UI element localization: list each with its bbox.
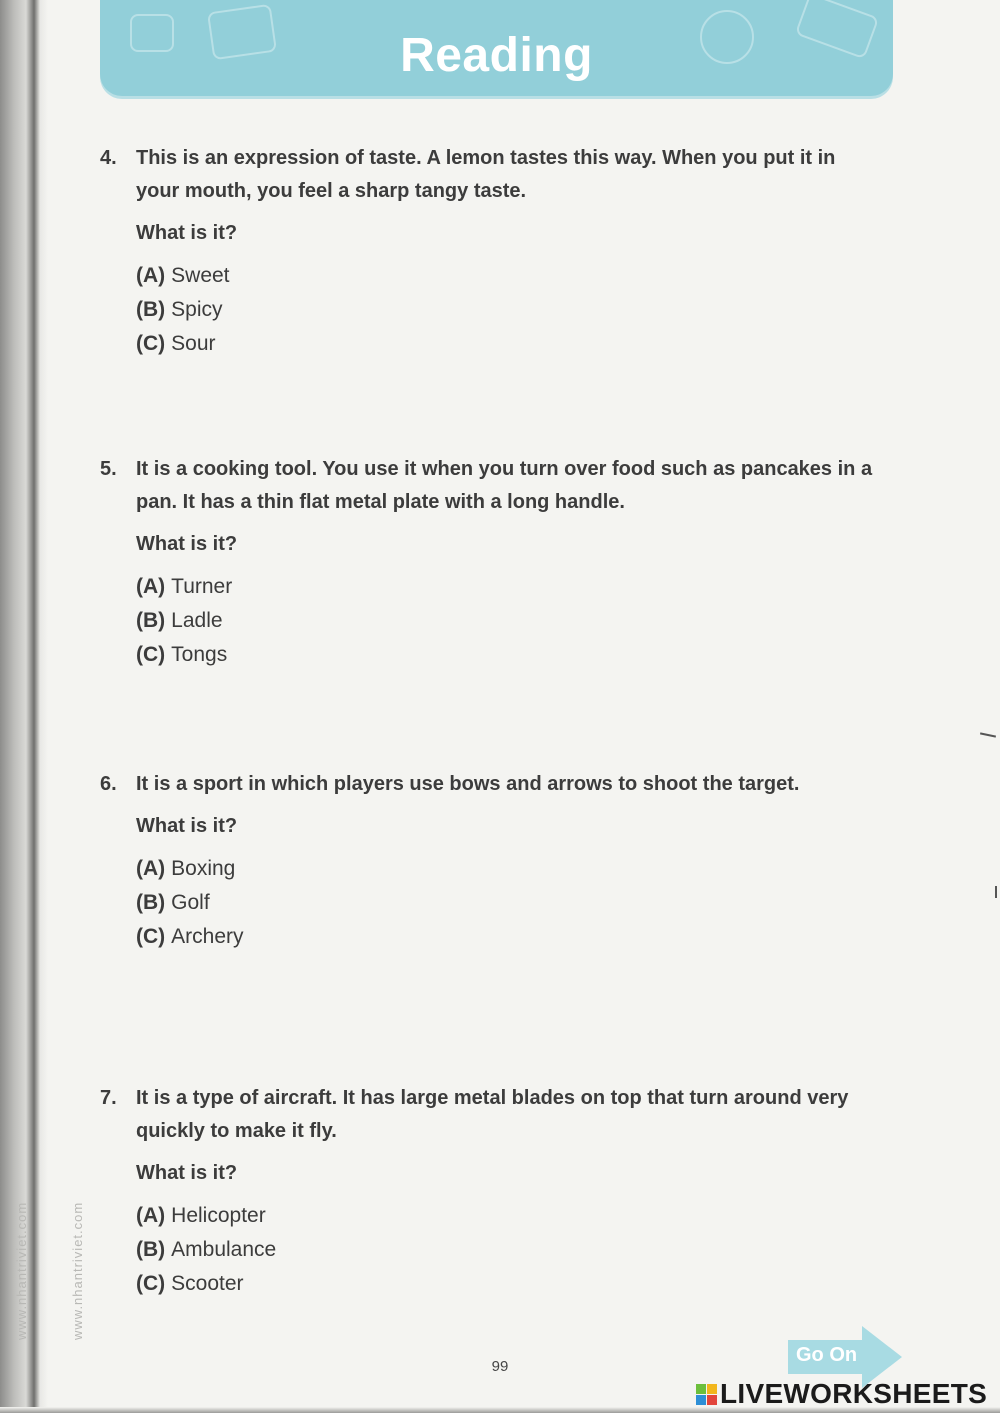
option-text: Ambulance (171, 1238, 277, 1261)
option-letter: (B) (136, 298, 166, 321)
question-prompt: What is it? (136, 815, 238, 837)
question-text: It is a cooking tool. You use it when you turn over food such as pancakes in a pan. It has a thin flat metal plate with a long handle. (136, 458, 873, 513)
option-letter: (C) (136, 925, 166, 948)
option-letter: (B) (136, 609, 166, 632)
watermark-text: www.nhantriviet.com (70, 1201, 85, 1340)
question-number: 5. (100, 458, 117, 480)
option-text: Sour (171, 332, 216, 355)
answer-options (136, 852, 900, 954)
option-letter: (A) (136, 1204, 166, 1227)
option-text: Ladle (171, 609, 223, 632)
page-number: 99 (491, 1358, 509, 1375)
option-c[interactable] (136, 1267, 880, 1301)
answer-options (136, 1199, 880, 1301)
option-letter: (B) (136, 1238, 166, 1261)
option-c[interactable] (136, 638, 880, 672)
option-text: Spicy (171, 298, 223, 321)
option-a[interactable] (136, 852, 900, 886)
option-a[interactable] (136, 1199, 880, 1233)
liveworksheets-grid-icon (696, 1384, 717, 1405)
question-text: It is a sport in which players use bows and arrows to shoot the target. (136, 773, 800, 795)
watermark-text: www.nhantriviet.com (14, 1201, 29, 1340)
option-text: Tongs (171, 643, 228, 666)
option-letter: (A) (136, 857, 166, 880)
question-4 (100, 142, 880, 361)
option-b[interactable] (136, 1233, 880, 1267)
option-text: Scooter (171, 1272, 244, 1295)
option-c[interactable] (136, 327, 880, 361)
brand-name: LIVEWORKSHEETS (720, 1378, 988, 1409)
question-7 (100, 1082, 880, 1301)
option-b[interactable] (136, 604, 880, 638)
question-text: It is a type of aircraft. It has large metal blades on top that turn around very quickly to make it fly. (136, 1087, 849, 1142)
question-6 (100, 768, 900, 954)
question-number: 4. (100, 147, 117, 169)
answer-options (136, 570, 880, 672)
option-text: Boxing (171, 857, 236, 880)
option-text: Sweet (171, 264, 230, 287)
scan-mark (995, 886, 997, 898)
option-letter: (B) (136, 891, 166, 914)
question-prompt: What is it? (136, 222, 238, 244)
option-letter: (C) (136, 332, 166, 355)
option-letter: (A) (136, 264, 166, 287)
option-text: Turner (171, 575, 233, 598)
question-prompt: What is it? (136, 533, 238, 555)
option-text: Archery (171, 925, 244, 948)
page-title: Reading (400, 29, 593, 82)
question-5 (100, 453, 880, 672)
go-on-label: Go On (796, 1344, 858, 1366)
option-b[interactable] (136, 293, 880, 327)
option-letter: (A) (136, 575, 166, 598)
option-b[interactable] (136, 886, 900, 920)
question-number: 7. (100, 1087, 117, 1109)
answer-options (136, 259, 880, 361)
option-letter: (C) (136, 1272, 166, 1295)
option-text: Helicopter (171, 1204, 266, 1227)
option-c[interactable] (136, 920, 900, 954)
question-number: 6. (100, 773, 117, 795)
option-a[interactable] (136, 570, 880, 604)
option-letter: (C) (136, 643, 166, 666)
liveworksheets-logo[interactable] (696, 1378, 987, 1410)
option-text: Golf (171, 891, 210, 914)
option-a[interactable] (136, 259, 880, 293)
question-prompt: What is it? (136, 1162, 238, 1184)
header-banner (100, 0, 893, 96)
question-text: This is an expression of taste. A lemon tastes this way. When you put it in your mouth, you feel a sharp tangy taste. (136, 147, 836, 202)
scan-mark (980, 732, 996, 737)
